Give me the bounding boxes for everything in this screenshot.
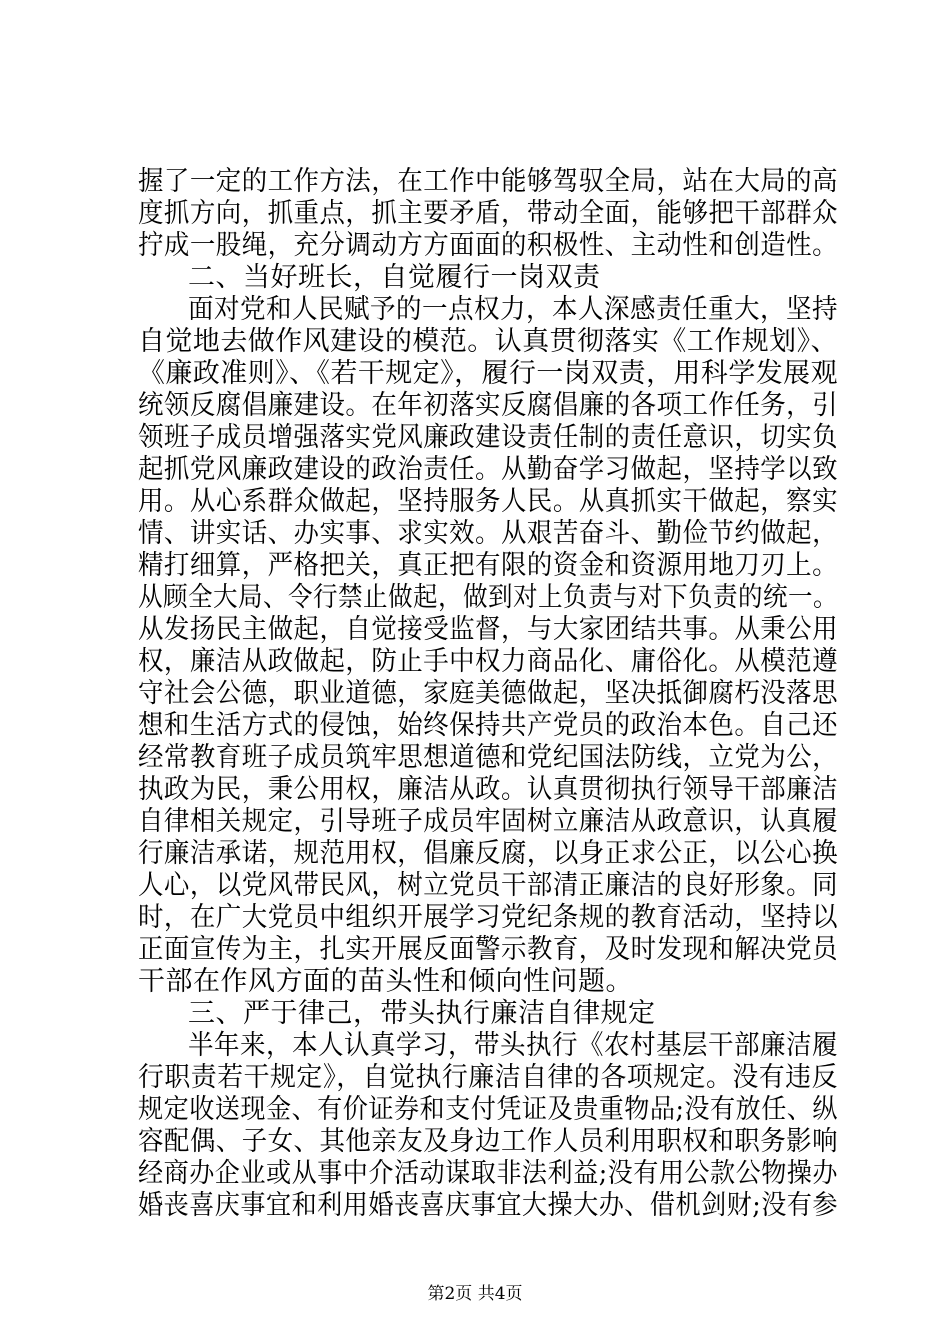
text-line: 正面宣传为主，扎实开展反面警示教育，及时发现和解决党员 (138, 934, 839, 965)
text-line: 自觉地去做作风建设的模范。认真贯彻落实《工作规划》、 (138, 326, 839, 357)
text-line: 容配偶、子女、其他亲友及身边工作人员利用职权和职务影响 (138, 1126, 839, 1157)
page-footer: 第2页 共4页 (427, 1284, 523, 1304)
text-line: 婚丧喜庆事宜和利用婚丧喜庆事宜大操大办、借机剑财;没有参 (138, 1190, 838, 1221)
text-line: 想和生活方式的侵蚀，始终保持共产党员的政治本色。自己还 (138, 710, 839, 741)
text-line: 面对党和人民赋予的一点权力，本人深感责任重大，坚持 (188, 294, 839, 325)
text-line: 干部在作风方面的苗头性和倾向性问题。 (138, 966, 633, 997)
text-line: 半年来，本人认真学习，带头执行《农村基层干部廉洁履 (188, 1030, 839, 1061)
text-line: 规定收送现金、有价证券和支付凭证及贵重物品;没有放任、纵 (138, 1094, 838, 1125)
text-line: 守社会公德，职业道德，家庭美德做起，坚决抵御腐朽没落思 (138, 678, 839, 709)
text-line: 二、当好班长，自觉履行一岗双责 (188, 262, 601, 293)
body-text (138, 166, 838, 1222)
text-line: 三、严于律己，带头执行廉洁自律规定 (188, 998, 656, 1029)
text-line: 行职责若干规定》，自觉执行廉洁自律的各项规定。没有违反 (138, 1062, 838, 1093)
text-line: 经商办企业或从事中介活动谋取非法利益;没有用公款公物操办 (138, 1158, 838, 1189)
text-line: 时，在广大党员中组织开展学习党纪条规的教育活动，坚持以 (138, 902, 839, 933)
text-line: 人心，以党风带民风，树立党员干部清正廉洁的良好形象。同 (138, 870, 839, 901)
text-line: 从发扬民主做起，自觉接受监督，与大家团结共事。从秉公用 (138, 614, 839, 645)
text-line: 握了一定的工作方法，在工作中能够驾驭全局，站在大局的高 (138, 166, 839, 197)
text-line: 自律相关规定，引导班子成员牢固树立廉洁从政意识，认真履 (138, 806, 839, 837)
text-line: 行廉洁承诺，规范用权，倡廉反腐，以身正求公正，以公心换 (138, 838, 839, 869)
text-line: 用。从心系群众做起，坚持服务人民。从真抓实干做起，察实 (138, 486, 839, 517)
text-line: 精打细算，严格把关，真正把有限的资金和资源用地刀刃上。 (138, 550, 839, 581)
text-line: 情、讲实话、办实事、求实效。从艰苦奋斗、勤俭节约做起， (138, 518, 839, 549)
text-line: 执政为民，秉公用权，廉洁从政。认真贯彻执行领导干部廉洁 (138, 774, 839, 805)
text-line: 起抓党风廉政建设的政治责任。从勤奋学习做起，坚持学以致 (138, 454, 839, 485)
text-line: 度抓方向，抓重点，抓主要矛盾，带动全面，能够把干部群众 (138, 198, 839, 229)
text-line: 统领反腐倡廉建设。在年初落实反腐倡廉的各项工作任务，引 (138, 390, 839, 421)
text-line: 领班子成员增强落实党风廉政建设责任制的责任意识，切实负 (138, 422, 839, 453)
text-line: 《廉政准则》、《若干规定》，履行一岗双责，用科学发展观 (138, 358, 839, 389)
text-line: 权，廉洁从政做起，防止手中权力商品化、庸俗化。从模范遵 (138, 646, 839, 677)
text-line: 经常教育班子成员筑牢思想道德和党纪国法防线，立党为公， (138, 742, 839, 773)
text-line: 拧成一股绳，充分调动方方面面的积极性、主动性和创造性。 (138, 230, 839, 261)
text-line: 从顾全大局、令行禁止做起，做到对上负责与对下负责的统一。 (138, 582, 839, 613)
